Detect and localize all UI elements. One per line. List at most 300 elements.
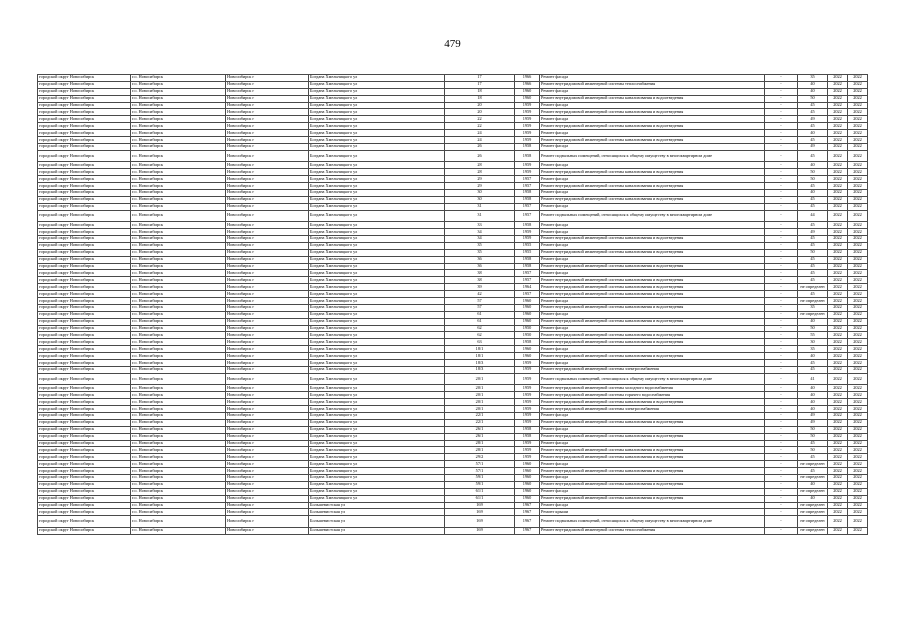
value-cell: 45 bbox=[798, 256, 828, 263]
start-year-cell: 2022 bbox=[828, 137, 848, 144]
value-cell: 40 bbox=[798, 385, 828, 392]
build-year-cell: 1960 bbox=[515, 461, 540, 468]
house-number-cell: 61 bbox=[445, 311, 515, 318]
table-row bbox=[38, 304, 868, 311]
table-row bbox=[38, 150, 868, 162]
settlement-cell: г.о. Новосибирск bbox=[131, 95, 226, 102]
house-number-cell: 57/1 bbox=[445, 468, 515, 475]
municipality-cell: городской округ Новосибирск bbox=[38, 339, 131, 346]
end-year-cell: 2022 bbox=[848, 196, 868, 203]
street-cell: Богдана Хмельницкого ул bbox=[309, 222, 445, 229]
dash-cell: - bbox=[765, 481, 798, 488]
value-cell: 40 bbox=[798, 392, 828, 399]
settlement-cell: г.о. Новосибирск bbox=[131, 210, 226, 222]
municipality-cell: городской округ Новосибирск bbox=[38, 102, 131, 109]
value-cell: 45 bbox=[798, 203, 828, 210]
build-year-cell: 1966 bbox=[515, 75, 540, 82]
table-row bbox=[38, 392, 868, 399]
settlement-cell: г.о. Новосибирск bbox=[131, 75, 226, 82]
street-cell: Богдана Хмельницкого ул bbox=[309, 116, 445, 123]
value-cell: 35 bbox=[798, 304, 828, 311]
end-year-cell: 2022 bbox=[848, 339, 868, 346]
street-cell: Богдана Хмельницкого ул bbox=[309, 242, 445, 249]
municipality-cell: городской округ Новосибирск bbox=[38, 426, 131, 433]
municipality-cell: городской округ Новосибирск bbox=[38, 284, 131, 291]
start-year-cell: 2022 bbox=[828, 516, 848, 528]
dash-cell: - bbox=[765, 447, 798, 454]
dash-cell: - bbox=[765, 210, 798, 222]
house-number-cell: 57 bbox=[445, 304, 515, 311]
work-type-cell: Ремонт фасада bbox=[540, 102, 765, 109]
work-type-cell: Ремонт внутридомовой инженерной системы канализования и водоотведения bbox=[540, 481, 765, 488]
settlement-cell: г.о. Новосибирск bbox=[131, 339, 226, 346]
work-type-cell: Ремонт подвальных помещений, относящихся к общему имуществу в многоквартирном доме bbox=[540, 373, 765, 385]
table-row bbox=[38, 229, 868, 236]
municipality-cell: городской округ Новосибирск bbox=[38, 176, 131, 183]
municipality-cell: городской округ Новосибирск bbox=[38, 183, 131, 190]
end-year-cell: 2022 bbox=[848, 116, 868, 123]
house-number-cell: 18 bbox=[445, 88, 515, 95]
city-cell: Новосибирск г bbox=[226, 360, 309, 367]
start-year-cell: 2022 bbox=[828, 311, 848, 318]
street-cell: Богдана Хмельницкого ул bbox=[309, 474, 445, 481]
city-cell: Новосибирск г bbox=[226, 454, 309, 461]
house-number-cell: 20/1 bbox=[445, 385, 515, 392]
value-cell: не определен bbox=[798, 284, 828, 291]
work-type-cell: Ремонт фасада bbox=[540, 474, 765, 481]
value-cell: не определен bbox=[798, 474, 828, 481]
table-row bbox=[38, 360, 868, 367]
work-type-cell: Ремонт внутридомовой инженерной системы теплоснабжения bbox=[540, 81, 765, 88]
end-year-cell: 2022 bbox=[848, 277, 868, 284]
house-number-cell: 38 bbox=[445, 277, 515, 284]
settlement-cell: г.о. Новосибирск bbox=[131, 222, 226, 229]
street-cell: Богдана Хмельницкого ул bbox=[309, 256, 445, 263]
work-type-cell: Ремонт фасада bbox=[540, 311, 765, 318]
street-cell: Богдана Хмельницкого ул bbox=[309, 277, 445, 284]
house-number-cell: 62 bbox=[445, 332, 515, 339]
work-type-cell: Ремонт внутридомовой инженерной системы канализования и водоотведения bbox=[540, 318, 765, 325]
build-year-cell: 1958 bbox=[515, 150, 540, 162]
city-cell: Новосибирск г bbox=[226, 263, 309, 270]
street-cell: Богдана Хмельницкого ул bbox=[309, 433, 445, 440]
table-row bbox=[38, 495, 868, 502]
settlement-cell: г.о. Новосибирск bbox=[131, 183, 226, 190]
end-year-cell: 2022 bbox=[848, 474, 868, 481]
start-year-cell: 2022 bbox=[828, 360, 848, 367]
dash-cell: - bbox=[765, 454, 798, 461]
table-row bbox=[38, 210, 868, 222]
end-year-cell: 2022 bbox=[848, 242, 868, 249]
build-year-cell: 1959 bbox=[515, 399, 540, 406]
end-year-cell: 2022 bbox=[848, 509, 868, 516]
municipality-cell: городской округ Новосибирск bbox=[38, 210, 131, 222]
end-year-cell: 2022 bbox=[848, 502, 868, 509]
work-type-cell: Ремонт фасада bbox=[540, 346, 765, 353]
build-year-cell: 1957 bbox=[515, 270, 540, 277]
dash-cell: - bbox=[765, 366, 798, 373]
dash-cell: - bbox=[765, 392, 798, 399]
work-type-cell: Ремонт внутридомовой инженерной системы канализования и водоотведения bbox=[540, 353, 765, 360]
street-cell: Богдана Хмельницкого ул bbox=[309, 399, 445, 406]
dash-cell: - bbox=[765, 183, 798, 190]
settlement-cell: г.о. Новосибирск bbox=[131, 353, 226, 360]
house-number-cell: 20 bbox=[445, 102, 515, 109]
value-cell: 45 bbox=[798, 277, 828, 284]
dash-cell: - bbox=[765, 81, 798, 88]
build-year-cell: 1959 bbox=[515, 366, 540, 373]
municipality-cell: городской округ Новосибирск bbox=[38, 249, 131, 256]
work-type-cell: Ремонт фасада bbox=[540, 461, 765, 468]
end-year-cell: 2022 bbox=[848, 461, 868, 468]
street-cell: Богдана Хмельницкого ул bbox=[309, 412, 445, 419]
value-cell: 40 bbox=[798, 495, 828, 502]
end-year-cell: 2022 bbox=[848, 189, 868, 196]
value-cell: не определен bbox=[798, 461, 828, 468]
city-cell: Новосибирск г bbox=[226, 426, 309, 433]
work-type-cell: Ремонт внутридомовой инженерной системы канализования и водоотведения bbox=[540, 236, 765, 243]
value-cell: 35 bbox=[798, 346, 828, 353]
settlement-cell: г.о. Новосибирск bbox=[131, 143, 226, 150]
table-row bbox=[38, 412, 868, 419]
value-cell: 50 bbox=[798, 433, 828, 440]
street-cell: Богдана Хмельницкого ул bbox=[309, 454, 445, 461]
build-year-cell: 1955 bbox=[515, 249, 540, 256]
build-year-cell: 1960 bbox=[515, 318, 540, 325]
street-cell: Богдана Хмельницкого ул bbox=[309, 440, 445, 447]
street-cell: Богдана Хмельницкого ул bbox=[309, 189, 445, 196]
end-year-cell: 2022 bbox=[848, 385, 868, 392]
house-number-cell: 34 bbox=[445, 229, 515, 236]
end-year-cell: 2022 bbox=[848, 366, 868, 373]
house-number-cell: 57 bbox=[445, 298, 515, 305]
settlement-cell: г.о. Новосибирск bbox=[131, 318, 226, 325]
municipality-cell: городской округ Новосибирск bbox=[38, 229, 131, 236]
settlement-cell: г.о. Новосибирск bbox=[131, 242, 226, 249]
dash-cell: - bbox=[765, 236, 798, 243]
value-cell: 40 bbox=[798, 130, 828, 137]
value-cell: 40 bbox=[798, 406, 828, 413]
city-cell: Новосибирск г bbox=[226, 109, 309, 116]
house-number-cell: 61/1 bbox=[445, 488, 515, 495]
start-year-cell: 2022 bbox=[828, 222, 848, 229]
work-type-cell: Ремонт внутридомовой инженерной системы горячего водоснабжения bbox=[540, 392, 765, 399]
start-year-cell: 2022 bbox=[828, 256, 848, 263]
dash-cell: - bbox=[765, 502, 798, 509]
value-cell: 49 bbox=[798, 412, 828, 419]
city-cell: Новосибирск г bbox=[226, 284, 309, 291]
city-cell: Новосибирск г bbox=[226, 461, 309, 468]
city-cell: Новосибирск г bbox=[226, 474, 309, 481]
value-cell: 35 bbox=[798, 75, 828, 82]
build-year-cell: 1964 bbox=[515, 284, 540, 291]
work-type-cell: Ремонт фасада bbox=[540, 116, 765, 123]
build-year-cell: 1967 bbox=[515, 509, 540, 516]
build-year-cell: 1958 bbox=[515, 339, 540, 346]
end-year-cell: 2022 bbox=[848, 332, 868, 339]
table-row bbox=[38, 130, 868, 137]
table-row bbox=[38, 474, 868, 481]
start-year-cell: 2022 bbox=[828, 509, 848, 516]
table-row bbox=[38, 516, 868, 528]
municipality-cell: городской округ Новосибирск bbox=[38, 81, 131, 88]
value-cell: 45 bbox=[798, 102, 828, 109]
city-cell: Новосибирск г bbox=[226, 304, 309, 311]
city-cell: Новосибирск г bbox=[226, 150, 309, 162]
work-type-cell: Ремонт фасада bbox=[540, 488, 765, 495]
work-type-cell: Ремонт фасада bbox=[540, 222, 765, 229]
start-year-cell: 2022 bbox=[828, 130, 848, 137]
settlement-cell: г.о. Новосибирск bbox=[131, 454, 226, 461]
start-year-cell: 2022 bbox=[828, 102, 848, 109]
end-year-cell: 2022 bbox=[848, 433, 868, 440]
municipality-cell: городской округ Новосибирск bbox=[38, 150, 131, 162]
work-type-cell: Ремонт фасада bbox=[540, 270, 765, 277]
end-year-cell: 2022 bbox=[848, 298, 868, 305]
house-number-cell: 38 bbox=[445, 270, 515, 277]
value-cell: 55 bbox=[798, 332, 828, 339]
city-cell: Новосибирск г bbox=[226, 236, 309, 243]
start-year-cell: 2022 bbox=[828, 203, 848, 210]
build-year-cell: 1957 bbox=[515, 183, 540, 190]
street-cell: Богдана Хмельницкого ул bbox=[309, 325, 445, 332]
table-row bbox=[38, 461, 868, 468]
start-year-cell: 2022 bbox=[828, 353, 848, 360]
dash-cell: - bbox=[765, 242, 798, 249]
build-year-cell: 1959 bbox=[515, 236, 540, 243]
end-year-cell: 2022 bbox=[848, 95, 868, 102]
street-cell: Богдана Хмельницкого ул bbox=[309, 162, 445, 169]
end-year-cell: 2022 bbox=[848, 346, 868, 353]
work-type-cell: Ремонт внутридомовой инженерной системы канализования и водоотведения bbox=[540, 433, 765, 440]
settlement-cell: г.о. Новосибирск bbox=[131, 392, 226, 399]
settlement-cell: г.о. Новосибирск bbox=[131, 468, 226, 475]
build-year-cell: 1958 bbox=[515, 196, 540, 203]
dash-cell: - bbox=[765, 332, 798, 339]
build-year-cell: 1960 bbox=[515, 95, 540, 102]
build-year-cell: 1959 bbox=[515, 137, 540, 144]
table-row bbox=[38, 373, 868, 385]
work-type-cell: Ремонт внутридомовой инженерной системы канализования и водоотведения bbox=[540, 419, 765, 426]
table-row bbox=[38, 277, 868, 284]
start-year-cell: 2022 bbox=[828, 284, 848, 291]
end-year-cell: 2022 bbox=[848, 353, 868, 360]
house-number-cell: 29/2 bbox=[445, 454, 515, 461]
municipality-cell: городской округ Новосибирск bbox=[38, 95, 131, 102]
house-number-cell: 28 bbox=[445, 162, 515, 169]
house-number-cell: 28/1 bbox=[445, 440, 515, 447]
street-cell: Богдана Хмельницкого ул bbox=[309, 150, 445, 162]
municipality-cell: городской округ Новосибирск bbox=[38, 332, 131, 339]
table-row bbox=[38, 426, 868, 433]
table-row bbox=[38, 339, 868, 346]
city-cell: Новосибирск г bbox=[226, 406, 309, 413]
table-row bbox=[38, 270, 868, 277]
work-type-cell: Ремонт внутридомовой инженерной системы канализования и водоотведения bbox=[540, 109, 765, 116]
work-type-cell: Ремонт фасада bbox=[540, 189, 765, 196]
start-year-cell: 2022 bbox=[828, 392, 848, 399]
municipality-cell: городской округ Новосибирск bbox=[38, 291, 131, 298]
street-cell: Богдана Хмельницкого ул bbox=[309, 270, 445, 277]
value-cell: 45 bbox=[798, 123, 828, 130]
work-type-cell: Ремонт фасада bbox=[540, 325, 765, 332]
build-year-cell: 1960 bbox=[515, 311, 540, 318]
value-cell: 40 bbox=[798, 162, 828, 169]
start-year-cell: 2022 bbox=[828, 527, 848, 534]
value-cell: 44 bbox=[798, 210, 828, 222]
dash-cell: - bbox=[765, 95, 798, 102]
dash-cell: - bbox=[765, 440, 798, 447]
work-type-cell: Ремонт внутридомовой инженерной системы канализования и водоотведения bbox=[540, 277, 765, 284]
table-row bbox=[38, 123, 868, 130]
municipality-cell: городской округ Новосибирск bbox=[38, 116, 131, 123]
build-year-cell: 1960 bbox=[515, 474, 540, 481]
municipality-cell: городской округ Новосибирск bbox=[38, 412, 131, 419]
settlement-cell: г.о. Новосибирск bbox=[131, 196, 226, 203]
city-cell: Новосибирск г bbox=[226, 123, 309, 130]
dash-cell: - bbox=[765, 461, 798, 468]
dash-cell: - bbox=[765, 137, 798, 144]
settlement-cell: г.о. Новосибирск bbox=[131, 270, 226, 277]
dash-cell: - bbox=[765, 143, 798, 150]
value-cell: 45 bbox=[798, 236, 828, 243]
street-cell: Богдана Хмельницкого ул bbox=[309, 298, 445, 305]
city-cell: Новосибирск г bbox=[226, 366, 309, 373]
value-cell: 40 bbox=[798, 189, 828, 196]
settlement-cell: г.о. Новосибирск bbox=[131, 433, 226, 440]
settlement-cell: г.о. Новосибирск bbox=[131, 332, 226, 339]
end-year-cell: 2022 bbox=[848, 183, 868, 190]
table-row bbox=[38, 318, 868, 325]
work-type-cell: Ремонт фасада bbox=[540, 426, 765, 433]
house-number-cell: 30 bbox=[445, 196, 515, 203]
city-cell: Новосибирск г bbox=[226, 339, 309, 346]
city-cell: Новосибирск г bbox=[226, 277, 309, 284]
value-cell: 45 bbox=[798, 360, 828, 367]
dash-cell: - bbox=[765, 88, 798, 95]
municipality-cell: городской округ Новосибирск bbox=[38, 242, 131, 249]
settlement-cell: г.о. Новосибирск bbox=[131, 109, 226, 116]
settlement-cell: г.о. Новосибирск bbox=[131, 516, 226, 528]
start-year-cell: 2022 bbox=[828, 399, 848, 406]
settlement-cell: г.о. Новосибирск bbox=[131, 236, 226, 243]
dash-cell: - bbox=[765, 385, 798, 392]
end-year-cell: 2022 bbox=[848, 236, 868, 243]
work-type-cell: Ремонт внутридомовой инженерной системы канализования и водоотведения bbox=[540, 249, 765, 256]
house-number-cell: 59/1 bbox=[445, 481, 515, 488]
value-cell: 40 bbox=[798, 481, 828, 488]
start-year-cell: 2022 bbox=[828, 468, 848, 475]
settlement-cell: г.о. Новосибирск bbox=[131, 440, 226, 447]
dash-cell: - bbox=[765, 495, 798, 502]
municipality-cell: городской округ Новосибирск bbox=[38, 527, 131, 534]
street-cell: Богдана Хмельницкого ул bbox=[309, 284, 445, 291]
house-number-cell: 18/3 bbox=[445, 366, 515, 373]
settlement-cell: г.о. Новосибирск bbox=[131, 130, 226, 137]
start-year-cell: 2022 bbox=[828, 109, 848, 116]
work-type-cell: Ремонт внутридомовой инженерной системы канализования и водоотведения bbox=[540, 196, 765, 203]
end-year-cell: 2022 bbox=[848, 210, 868, 222]
start-year-cell: 2022 bbox=[828, 176, 848, 183]
build-year-cell: 1960 bbox=[515, 298, 540, 305]
build-year-cell: 1960 bbox=[515, 304, 540, 311]
house-number-cell: 28 bbox=[445, 169, 515, 176]
table-row bbox=[38, 75, 868, 82]
dash-cell: - bbox=[765, 527, 798, 534]
city-cell: Новосибирск г bbox=[226, 392, 309, 399]
start-year-cell: 2022 bbox=[828, 242, 848, 249]
start-year-cell: 2022 bbox=[828, 291, 848, 298]
city-cell: Новосибирск г bbox=[226, 116, 309, 123]
start-year-cell: 2022 bbox=[828, 426, 848, 433]
end-year-cell: 2022 bbox=[848, 88, 868, 95]
street-cell: Богдана Хмельницкого ул bbox=[309, 495, 445, 502]
work-type-cell: Ремонт внутридомовой инженерной системы электроснабжения bbox=[540, 366, 765, 373]
value-cell: 45 bbox=[798, 183, 828, 190]
city-cell: Новосибирск г bbox=[226, 325, 309, 332]
municipality-cell: городской округ Новосибирск bbox=[38, 162, 131, 169]
table-row bbox=[38, 242, 868, 249]
build-year-cell: 1959 bbox=[515, 102, 540, 109]
build-year-cell: 1959 bbox=[515, 447, 540, 454]
start-year-cell: 2022 bbox=[828, 162, 848, 169]
settlement-cell: г.о. Новосибирск bbox=[131, 419, 226, 426]
build-year-cell: 1959 bbox=[515, 229, 540, 236]
dash-cell: - bbox=[765, 277, 798, 284]
city-cell: Новосибирск г bbox=[226, 222, 309, 229]
dash-cell: - bbox=[765, 399, 798, 406]
settlement-cell: г.о. Новосибирск bbox=[131, 102, 226, 109]
house-number-cell: 20/1 bbox=[445, 373, 515, 385]
house-number-cell: 33 bbox=[445, 222, 515, 229]
start-year-cell: 2022 bbox=[828, 196, 848, 203]
end-year-cell: 2022 bbox=[848, 304, 868, 311]
build-year-cell: 1950 bbox=[515, 325, 540, 332]
end-year-cell: 2022 bbox=[848, 412, 868, 419]
start-year-cell: 2022 bbox=[828, 210, 848, 222]
street-cell: Богдана Хмельницкого ул bbox=[309, 311, 445, 318]
table-row bbox=[38, 137, 868, 144]
work-type-cell: Ремонт фасада bbox=[540, 412, 765, 419]
start-year-cell: 2022 bbox=[828, 495, 848, 502]
settlement-cell: г.о. Новосибирск bbox=[131, 488, 226, 495]
dash-cell: - bbox=[765, 509, 798, 516]
city-cell: Новосибирск г bbox=[226, 488, 309, 495]
settlement-cell: г.о. Новосибирск bbox=[131, 325, 226, 332]
build-year-cell: 1960 bbox=[515, 481, 540, 488]
end-year-cell: 2022 bbox=[848, 399, 868, 406]
end-year-cell: 2022 bbox=[848, 426, 868, 433]
build-year-cell: 1966 bbox=[515, 81, 540, 88]
municipality-cell: городской округ Новосибирск bbox=[38, 488, 131, 495]
settlement-cell: г.о. Новосибирск bbox=[131, 461, 226, 468]
end-year-cell: 2022 bbox=[848, 169, 868, 176]
city-cell: Новосибирск г bbox=[226, 527, 309, 534]
work-type-cell: Ремонт фасада bbox=[540, 88, 765, 95]
dash-cell: - bbox=[765, 162, 798, 169]
table-row bbox=[38, 447, 868, 454]
table-row bbox=[38, 183, 868, 190]
value-cell: 49 bbox=[798, 143, 828, 150]
street-cell: Богдана Хмельницкого ул bbox=[309, 196, 445, 203]
city-cell: Новосибирск г bbox=[226, 176, 309, 183]
house-number-cell: 22 bbox=[445, 116, 515, 123]
value-cell: 45 bbox=[798, 270, 828, 277]
dash-cell: - bbox=[765, 339, 798, 346]
build-year-cell: 1959 bbox=[515, 360, 540, 367]
work-type-cell: Ремонт фасада bbox=[540, 502, 765, 509]
table-row bbox=[38, 468, 868, 475]
